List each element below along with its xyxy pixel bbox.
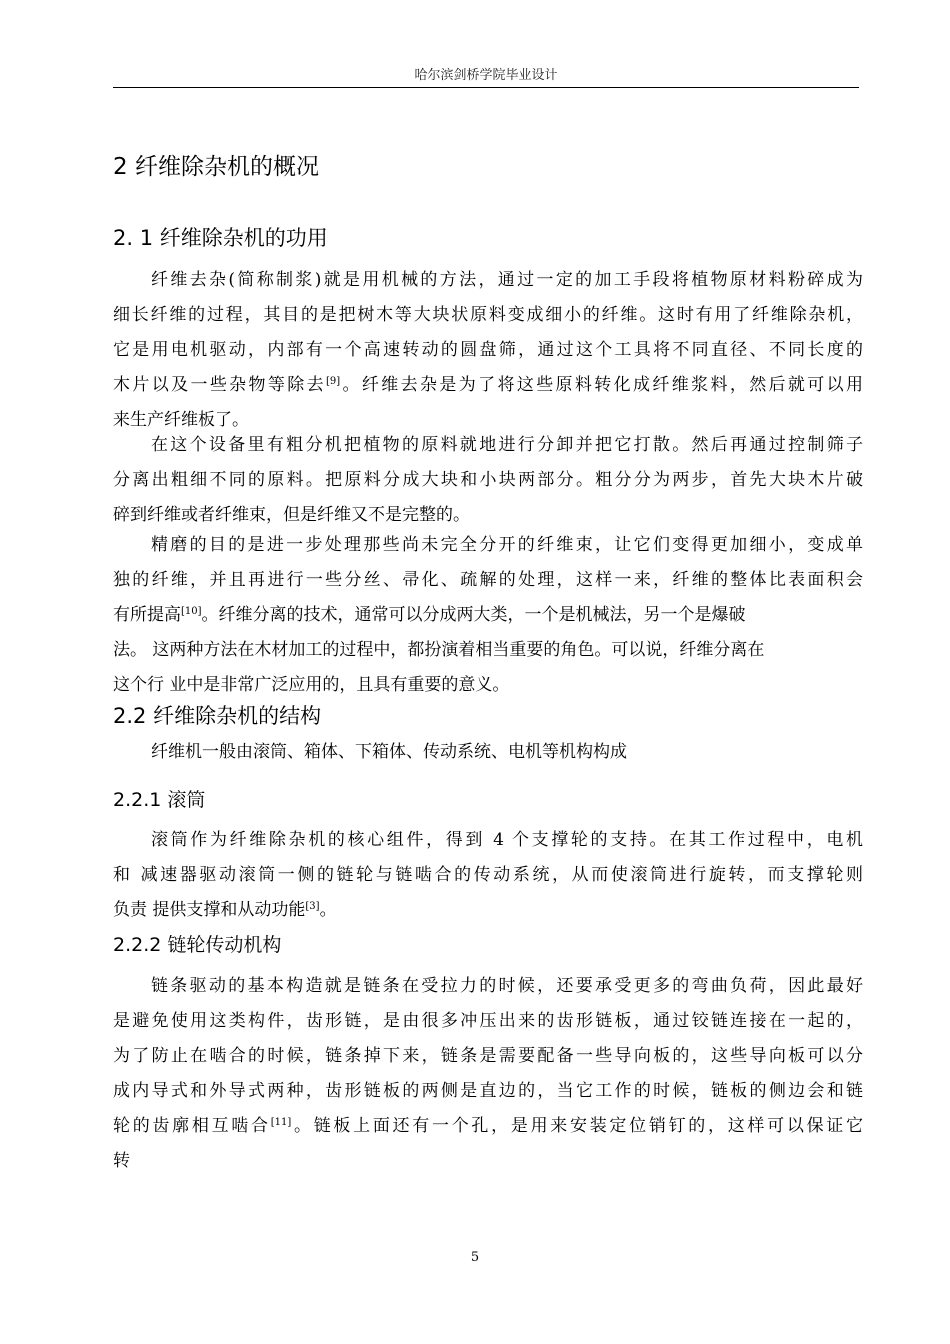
text-run: 。链板上面还有一个孔，是用来安装定位销钉的，这样可以保证它 bbox=[291, 1116, 863, 1136]
text-run: 。纤维去杂是为了将这些原料转化成纤维浆料，然后就可以用 bbox=[340, 375, 863, 395]
paragraph-refining bbox=[113, 528, 863, 703]
text-line: 是避免使用这类构件，齿形链，是由很多冲压出来的齿形链板，通过铰链连接在一起的， bbox=[113, 1011, 863, 1031]
text-run: 。 bbox=[319, 900, 337, 920]
text-line: 碎到纤维或者纤维束，但是纤维又不是完整的。 bbox=[113, 505, 470, 525]
text-line bbox=[113, 1109, 863, 1144]
section-2-2-1-title: 2.2.1 滚筒 bbox=[113, 789, 206, 811]
text-line: 细长纤维的过程，其目的是把树木等大块状原料变成细小的纤维。这时有用了纤维除杂机， bbox=[113, 305, 863, 325]
text-line: 为了防止在啮合的时候，链条掉下来，链条是需要配备一些导向板的，这些导向板可以分 bbox=[113, 1046, 863, 1066]
text-line: 转 bbox=[113, 1151, 130, 1171]
citation-ref: [10] bbox=[181, 606, 202, 617]
text-line: 它是用电机驱动，内部有一个高速转动的圆盘筛，通过这个工具将不同直径、不同长度的 bbox=[113, 340, 863, 360]
paragraph-coarse-separation bbox=[113, 428, 863, 533]
paragraph-chain-drive bbox=[113, 969, 863, 1179]
text-line: 成内导式和外导式两种，齿形链板的两侧是直边的，当它工作的时候，链板的侧边会和链 bbox=[113, 1081, 863, 1101]
paragraph-drum bbox=[113, 823, 863, 928]
text-line: 法。 这两种方法在木材加工的过程中，都扮演着相当重要的角色。可以说，纤维分离在 bbox=[113, 640, 765, 660]
citation-ref: [9] bbox=[326, 376, 341, 387]
text-run: 。纤维分离的技术，通常可以分成两大类，一个是机械法，另一个是爆破 bbox=[201, 605, 746, 625]
header-divider bbox=[113, 87, 859, 88]
chapter-title: 2 纤维除杂机的概况 bbox=[113, 154, 319, 180]
text-line: 独的纤维，并且再进行一些分丝、帚化、疏解的处理，这样一来，纤维的整体比表面积会 bbox=[113, 570, 863, 590]
text-line: 和 减速器驱动滚筒一侧的链轮与链啮合的传动系统，从而使滚筒进行旋转，而支撑轮则 bbox=[113, 865, 863, 885]
paragraph-machine-composition bbox=[113, 735, 863, 770]
text-line bbox=[113, 893, 863, 928]
section-2-2-title: 2.2 纤维除杂机的结构 bbox=[113, 704, 322, 728]
text-line: 在这个设备里有粗分机把植物的原料就地进行分卸并把它打散。然后再通过控制筛子 bbox=[151, 435, 863, 455]
text-line: 精磨的目的是进一步处理那些尚未完全分开的纤维束，让它们变得更加细小，变成单 bbox=[151, 535, 863, 555]
text-run: 木片以及一些杂物等除去 bbox=[113, 375, 327, 395]
text-line: 纤维机一般由滚筒、箱体、下箱体、传动系统、电机等机构构成 bbox=[151, 742, 627, 762]
page-number: 5 bbox=[470, 1250, 480, 1265]
citation-ref: [11] bbox=[270, 1117, 292, 1128]
section-2-2-2-title: 2.2.2 链轮传动机构 bbox=[113, 934, 282, 956]
text-run: 有所提高 bbox=[113, 605, 181, 625]
text-line: 分离出粗细不同的原料。把原料分成大块和小块两部分。粗分分为两步，首先大块木片破 bbox=[113, 470, 863, 490]
page-header: 哈尔滨剑桥学院毕业设计 bbox=[414, 68, 558, 83]
text-run: 轮的齿廓相互啮合 bbox=[113, 1116, 271, 1136]
text-line: 这个行 业中是非常广泛应用的，且具有重要的意义。 bbox=[113, 675, 510, 695]
text-run: 负责 提供支撑和从动功能 bbox=[113, 900, 306, 920]
text-line: 滚筒作为纤维除杂机的核心组件，得到 4 个支撑轮的支持。在其工作过程中，电机 bbox=[151, 830, 863, 850]
citation-ref: [3] bbox=[305, 901, 320, 912]
text-line bbox=[113, 598, 863, 633]
text-line: 来生产纤维板了。 bbox=[113, 410, 249, 430]
text-line: 纤维去杂(简称制浆)就是用机械的方法，通过一定的加工手段将植物原材料粉碎成为 bbox=[151, 270, 863, 290]
text-line: 链条驱动的基本构造就是链条在受拉力的时候，还要承受更多的弯曲负荷，因此最好 bbox=[151, 976, 863, 996]
text-line bbox=[113, 368, 863, 403]
paragraph-fiber-removal-intro bbox=[113, 263, 863, 438]
section-2-1-title: 2. 1 纤维除杂机的功用 bbox=[113, 226, 328, 250]
